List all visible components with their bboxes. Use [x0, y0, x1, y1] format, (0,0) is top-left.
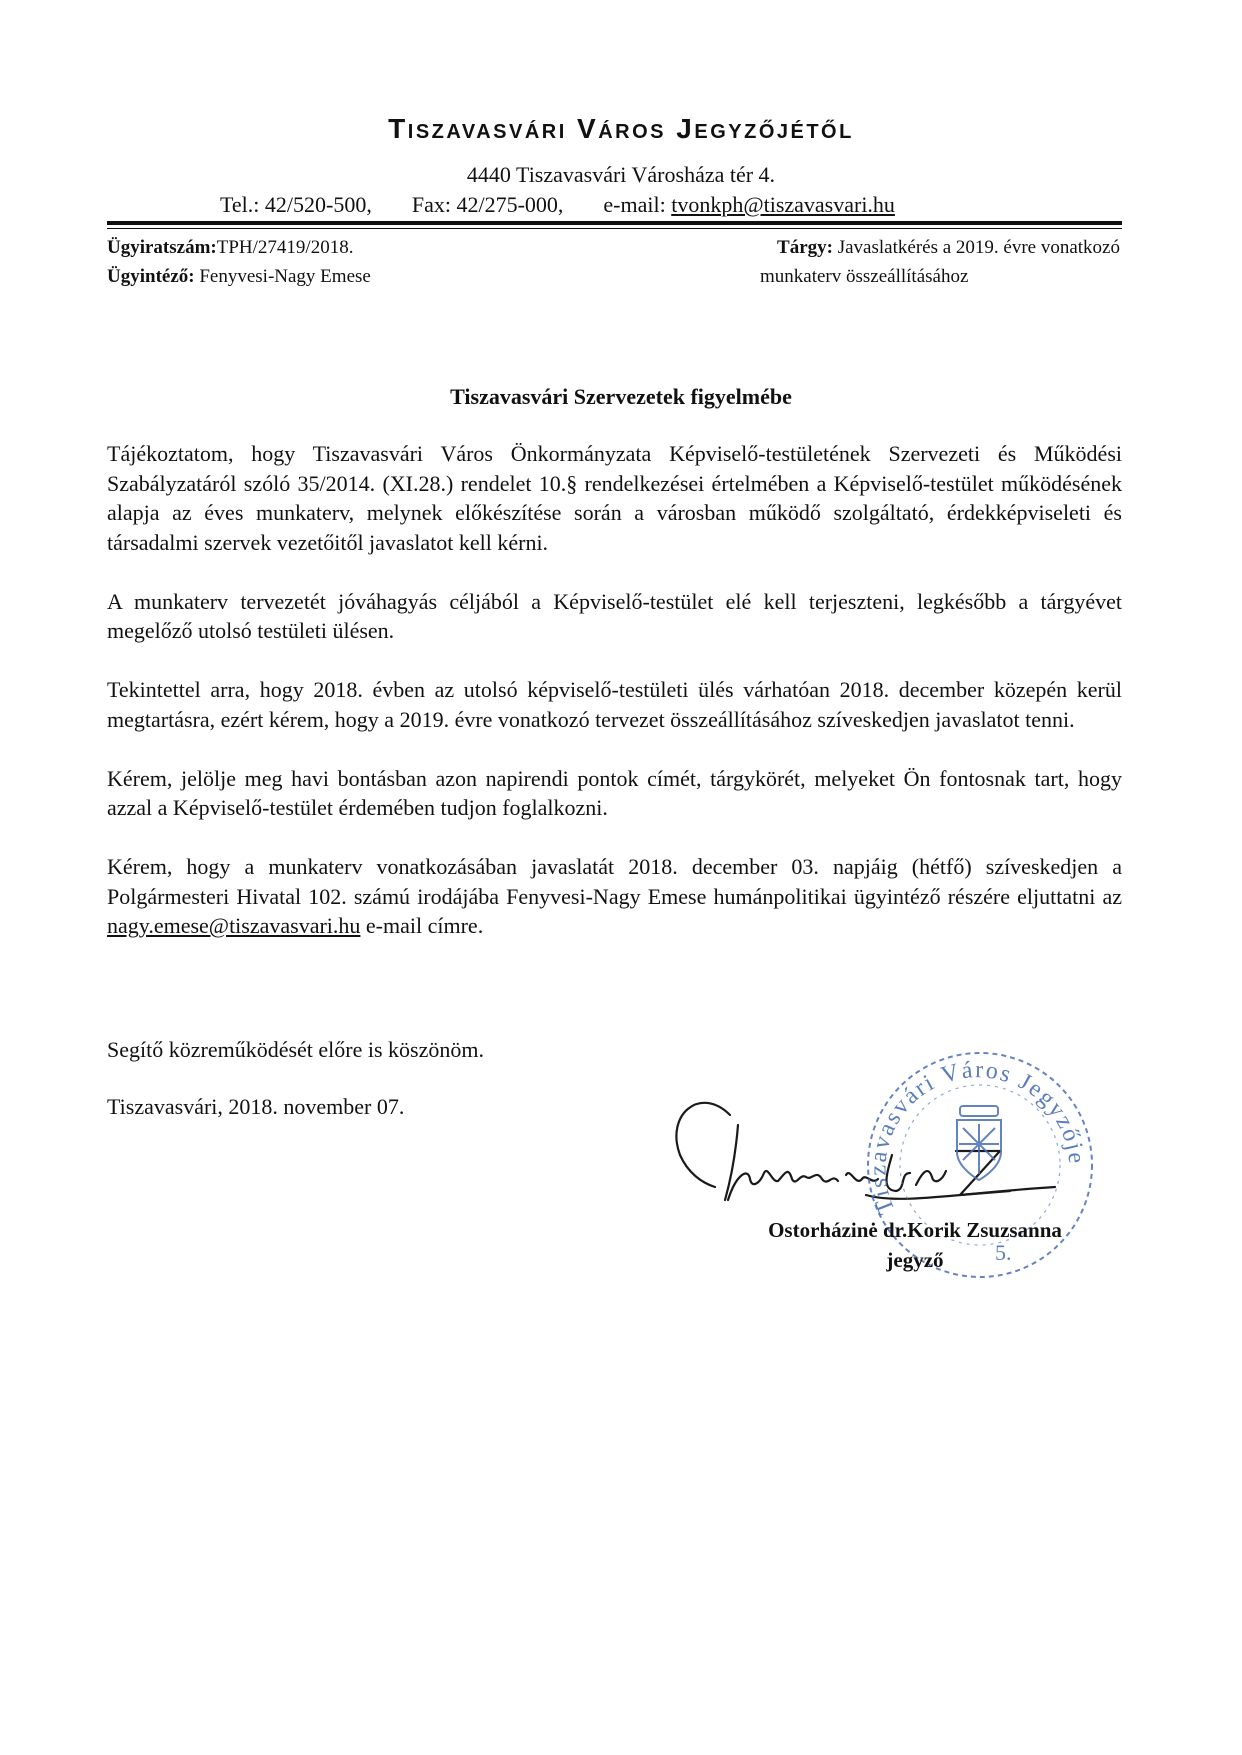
signatory-name: Ostorházinė dr.Korik Zsuzsanna [768, 1218, 1062, 1242]
subject-value-2: munkaterv összeállításához [760, 266, 969, 287]
case-number-value: TPH/27419/2018. [216, 237, 354, 258]
subject-line-1 [700, 233, 1120, 262]
addressee-heading: Tiszavasvári Szervezetek figyelmébe [450, 384, 792, 409]
header-rule-thick [107, 221, 1122, 225]
subject-label: Tárgy: [777, 237, 833, 258]
handler-label: Ügyintéző: [107, 266, 195, 287]
subject-value-1: Javaslatkérés a 2019. évre vonatkozó [837, 237, 1120, 258]
contact-email-link[interactable]: nagy.emese@tiszavasvari.hu [107, 913, 361, 938]
letter-body [107, 439, 1122, 970]
body-paragraph-5 [107, 852, 1122, 941]
case-number-line [107, 233, 371, 262]
email-link[interactable]: tvonkph@tiszavasvari.hu [671, 192, 895, 217]
handler-value: Fenyvesi-Nagy Emese [199, 266, 371, 287]
stamp-number: 5. [995, 1240, 1012, 1265]
email-label: e-mail: [603, 192, 666, 217]
body-paragraph-5-text: Kérem, hogy a munkaterv vonatkozásában javaslatát 2018. december 03. napjáig (hétfő) szíveskedjen a Polgármesteri Hivatal 102. számú irodájába Fenyvesi-Nagy Emese humánpolitikai ügyintéző részére eljuttatni az [107, 854, 1122, 909]
coat-of-arms-icon [957, 1106, 1001, 1180]
case-number-label: Ügyiratszám: [107, 237, 217, 258]
body-paragraph-4: Kérem, jelölje meg havi bontásban azon napirendi pontok címét, tárgykörét, melyeket Ön fontosnak tart, hogy azzal a Képviselő-testület érdemében tudjon foglalkozni. [107, 765, 1122, 820]
body-paragraph-1: Tájékoztatom, hogy Tiszavasvári Város Önkormányzata Képviselő-testületének Szervezeti és Működési Szabályzatáról szóló 35/2014. (XI.28.) rendelet 10.§ rendelkezései értelmében a Képviselő-testület működésének alapja az éves munkaterv, melynek előkészítése során a városban működő szolgáltató, érdekképviseleti és társadalmi szervek vezetőitől javaslatot kell kérni. [107, 441, 1122, 555]
closing-thanks: Segítő közreműködését előre is köszönöm. [107, 1037, 484, 1062]
telephone: Tel.: 42/520-500, [220, 192, 372, 217]
fax: Fax: 42/275-000, [411, 192, 564, 217]
signatory [700, 1215, 1130, 1275]
header-rule-thin [107, 228, 1122, 229]
signatory-title: jegyző [886, 1248, 944, 1272]
subject-metadata [700, 233, 1120, 291]
body-paragraph-5-end: e-mail címre. [365, 913, 484, 938]
body-paragraph-2: A munkaterv tervezetét jóváhagyás céljából a Képviselő-testület elé kell terjeszteni, legkésőbb a tárgyévet megelőző utolsó testületi ülésen. [107, 588, 1122, 643]
handler-line [107, 262, 371, 291]
letterhead-title-text: Tiszavasvári Város Jegyzőjétől [388, 113, 854, 144]
svg-text:Tiszavasvári Város Jegyzője [865, 1057, 1089, 1217]
letterhead-contact [220, 192, 895, 218]
place-and-date: Tiszavasvári, 2018. november 07. [107, 1094, 405, 1119]
case-metadata [107, 233, 371, 291]
stamp-ring-text: Tiszavasvári Város Jegyzője [865, 1057, 1090, 1218]
letterhead-title [0, 113, 1242, 145]
letterhead-address: 4440 Tiszavasvári Városháza tér 4. [466, 162, 776, 187]
body-paragraph-3: Tekintettel arra, hogy 2018. évben az utolsó képviselő-testületi ülés várhatóan 2018. december közepén kerül megtartásra, ezért kérem, hogy a 2019. évre vonatkozó tervezet összeállításához szíveskedjen javaslatot tenni. [107, 677, 1122, 732]
